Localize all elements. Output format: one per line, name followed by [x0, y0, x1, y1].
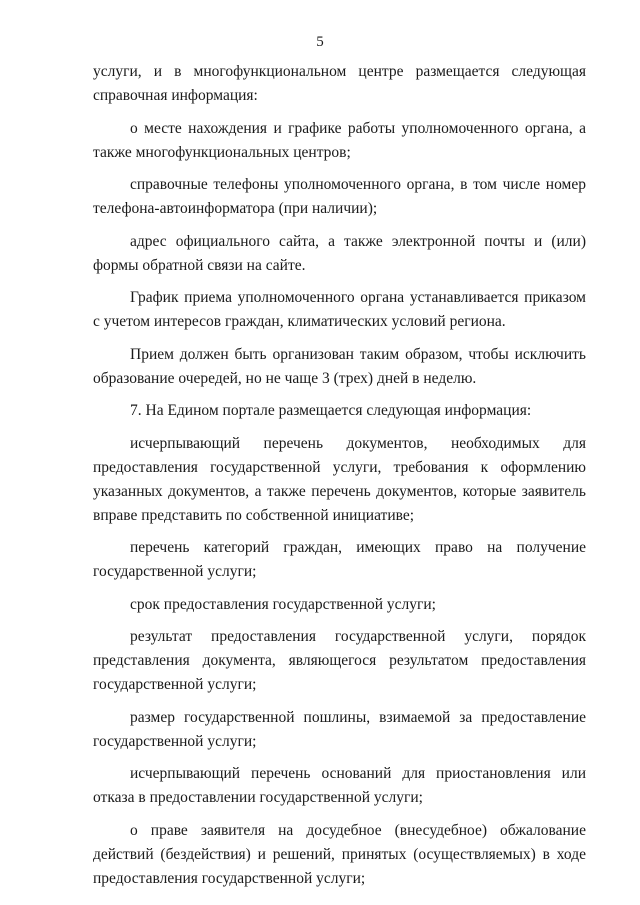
paragraph-phones: справочные телефоны уполномоченного органа, в том числе номер телефона-автоинформатора (при наличии); [93, 176, 586, 217]
paragraph-continuation: услуги, и в многофункциональном центре размещается следующая справочная информация: [93, 63, 586, 104]
paragraph-state-fee: размер государственной пошлины, взимаемой за предоставление государственной услуги; [93, 708, 586, 750]
paragraph-service-term: срок предоставления государственной услуги; [130, 595, 436, 613]
paragraph-documents-list: исчерпывающий перечень документов, необходимых для предоставления государственной услуги, требования к оформлению указанных документов, а также перечень документов, которые заявитель вправе представить по собственной инициативе; [93, 434, 586, 524]
paragraph-service-result: результат предоставления государственной услуги, порядок представления документа, являющегося результатом предоставления государственной услуги; [93, 628, 586, 693]
paragraph-website: адрес официального сайта, а также электронной почты и (или) формы обратной связи на сайте. [93, 232, 586, 274]
page-number: 5 [316, 34, 324, 50]
paragraph-queue: Прием должен быть организован таким образом, чтобы исключить образование очередей, но не чаще 3 (трех) дней в неделю. [93, 345, 586, 387]
document-body [93, 60, 586, 899]
paragraph-appeal-right: о праве заявителя на досудебное (внесудебное) обжалование действий (бездействия) и решений, принятых (осуществляемых) в ходе предоставления государственной услуги; [93, 821, 586, 887]
paragraph-location-schedule: о месте нахождения и графике работы уполномоченного органа, а также многофункциональных центров; [93, 119, 586, 161]
paragraph-refusal-grounds: исчерпывающий перечень оснований для приостановления или отказа в предоставлении государственной услуги; [93, 765, 586, 806]
paragraph-section-7: 7. На Едином портале размещается следующая информация: [130, 402, 532, 419]
paragraph-reception-schedule: График приема уполномоченного органа устанавливается приказом с учетом интересов граждан, климатических условий региона. [93, 289, 586, 330]
paragraph-citizen-categories: перечень категорий граждан, имеющих право на получение государственной услуги; [93, 539, 586, 580]
